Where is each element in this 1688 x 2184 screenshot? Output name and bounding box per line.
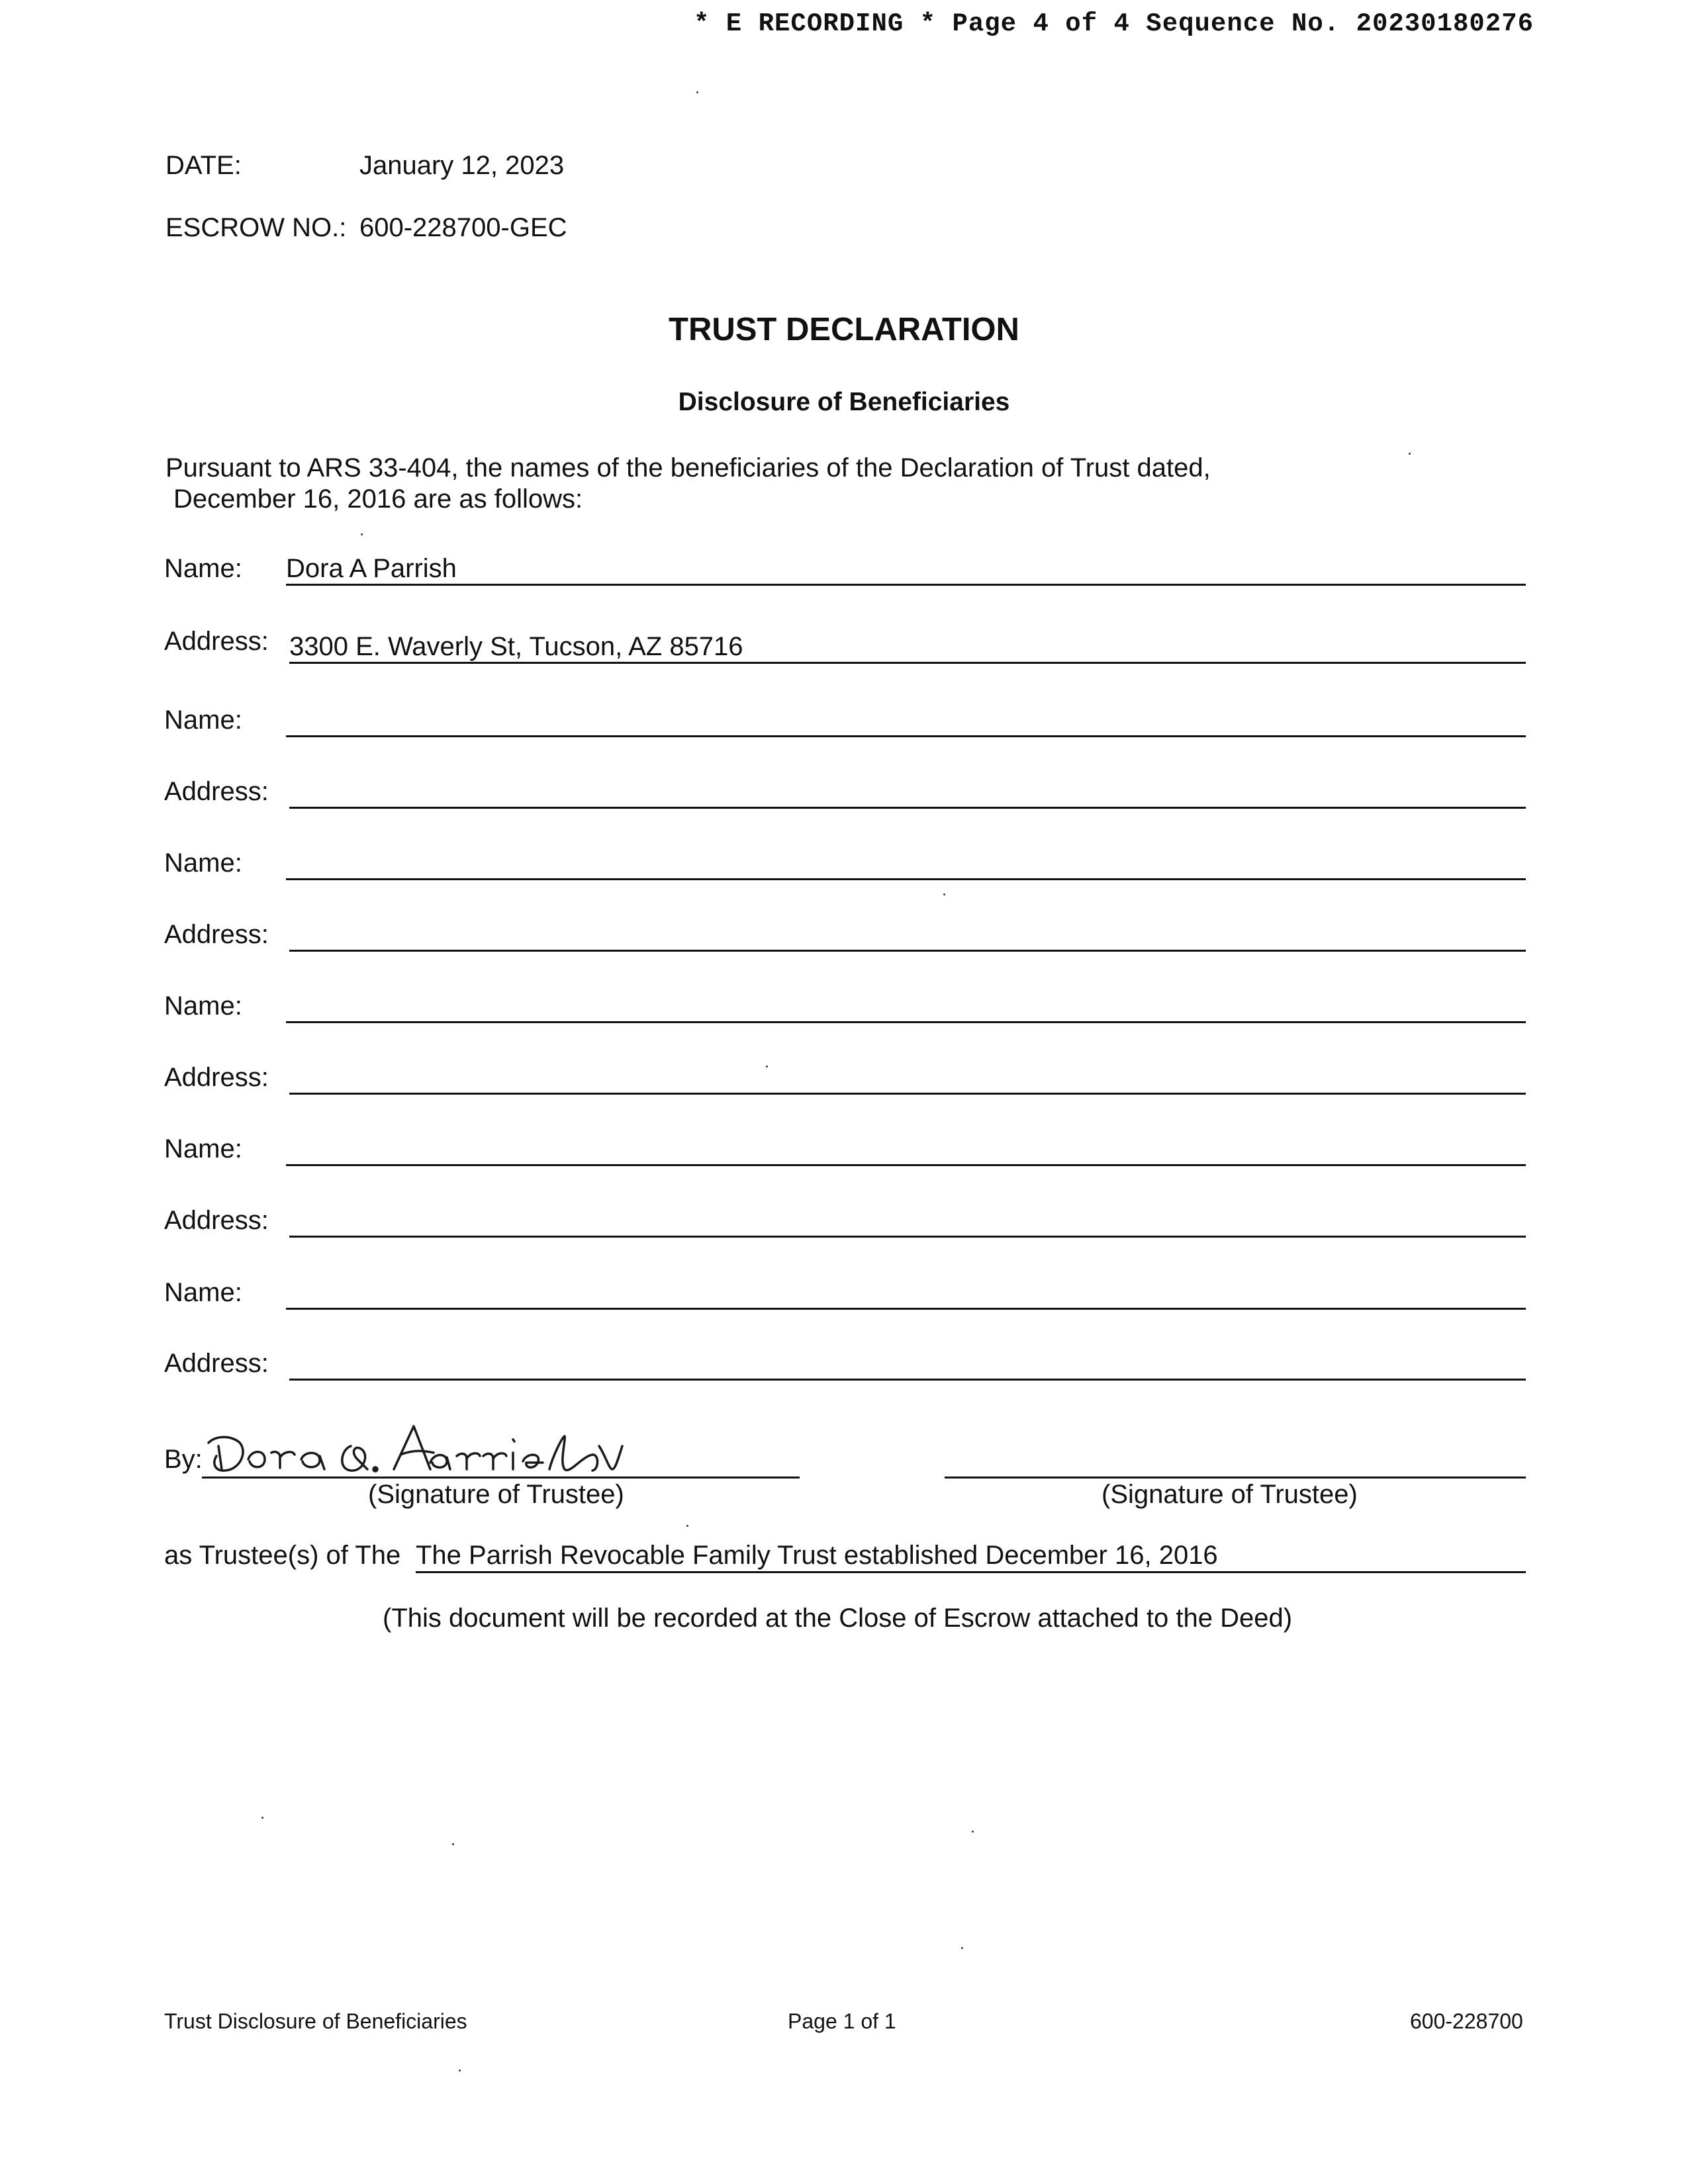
name-label: Name:	[164, 1134, 242, 1163]
signature-caption-left: (Signature of Trustee)	[368, 1480, 624, 1509]
beneficiary-name[interactable]: Dora A Parrish	[286, 554, 457, 583]
name-label: Name:	[164, 848, 242, 878]
scan-speck	[1409, 453, 1411, 455]
scan-speck	[972, 1831, 974, 1833]
trust-name-line	[416, 1571, 1526, 1573]
name-label: Name:	[164, 705, 242, 735]
scan-speck	[943, 893, 945, 895]
name-label: Name:	[164, 1278, 242, 1307]
address-field-line	[289, 662, 1526, 664]
document-subtitle: Disclosure of Beneficiaries	[678, 388, 1010, 416]
signature-caption-right: (Signature of Trustee)	[1102, 1480, 1358, 1509]
footer-page-number: Page 1 of 1	[788, 2009, 896, 2033]
scan-speck	[696, 91, 698, 93]
trustee-signature	[202, 1416, 639, 1482]
name-label: Name:	[164, 991, 242, 1021]
name-field-line[interactable]	[286, 1308, 1526, 1310]
footer-escrow-number: 600-228700	[1410, 2009, 1523, 2033]
address-field-line[interactable]	[289, 1093, 1526, 1095]
address-label: Address:	[164, 777, 269, 806]
date-label: DATE:	[165, 151, 242, 180]
scan-speck	[452, 1843, 454, 1845]
scan-speck	[686, 1525, 688, 1527]
address-label: Address:	[164, 627, 269, 656]
name-field-line[interactable]	[286, 735, 1526, 737]
signature-line-right[interactable]	[945, 1477, 1526, 1479]
by-label: By:	[164, 1445, 203, 1474]
recording-stamp: * E RECORDING * Page 4 of 4 Sequence No. 20230180276	[694, 9, 1534, 38]
name-field-line[interactable]	[286, 878, 1526, 880]
address-label: Address:	[164, 1063, 269, 1092]
beneficiary-address[interactable]: 3300 E. Waverly St, Tucson, AZ 85716	[289, 632, 743, 661]
recording-note: (This document will be recorded at the Close of Escrow attached to the Deed)	[383, 1604, 1293, 1633]
address-field-line[interactable]	[289, 1236, 1526, 1238]
trustee-of-label: as Trustee(s) of The	[164, 1541, 401, 1570]
address-label: Address:	[164, 1206, 269, 1235]
address-label: Address:	[164, 920, 269, 949]
scan-speck	[361, 533, 363, 535]
document-title: TRUST DECLARATION	[669, 312, 1019, 347]
name-field-line	[286, 584, 1526, 586]
escrow-label: ESCROW NO.:	[165, 213, 347, 242]
trust-name[interactable]: The Parrish Revocable Family Trust established December 16, 2016	[416, 1541, 1218, 1570]
signature-line-left[interactable]	[202, 1477, 800, 1479]
date-value: January 12, 2023	[359, 151, 565, 180]
address-field-line[interactable]	[289, 1379, 1526, 1381]
name-label: Name:	[164, 554, 242, 583]
scan-speck	[261, 1817, 263, 1819]
address-label: Address:	[164, 1349, 269, 1378]
intro-line-1: Pursuant to ARS 33-404, the names of the beneficiaries of the Declaration of Trust dated,	[165, 453, 1211, 482]
footer-title: Trust Disclosure of Beneficiaries	[164, 2009, 467, 2033]
name-field-line[interactable]	[286, 1164, 1526, 1166]
intro-line-2: December 16, 2016 are as follows:	[173, 484, 583, 514]
scan-speck	[961, 1947, 963, 1949]
name-field-line[interactable]	[286, 1021, 1526, 1023]
scan-speck	[459, 2070, 461, 2071]
scan-speck	[766, 1066, 768, 1068]
address-field-line[interactable]	[289, 807, 1526, 809]
escrow-value: 600-228700-GEC	[359, 213, 567, 242]
address-field-line[interactable]	[289, 950, 1526, 952]
